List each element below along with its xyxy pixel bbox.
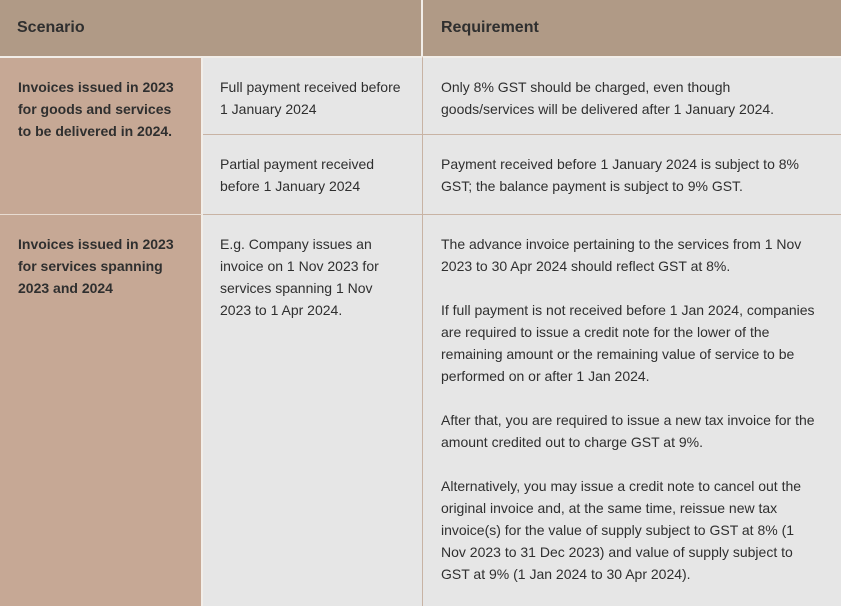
header-scenario: Scenario bbox=[0, 0, 423, 56]
requirement-cell-1b bbox=[423, 134, 841, 214]
scenario-cell-2: Invoices issued in 2023 for services spanning 2023 and 2024 bbox=[0, 214, 203, 606]
requirement-paragraph-4: Alternatively, you may issue a credit note to cancel out the original invoice and, at the same time, reissue new tax invoice(s) for the value of supply subject to GST at 8% (1 Nov 2023 to 31 Dec 2023) and value of supply subject to GST at 9% (1 Jan 2024 to 30 Apr 2024). bbox=[441, 478, 802, 582]
requirement-text: Payment received before 1 January 2024 is subject to 8% GST; the balance payment is subject to 9% GST. bbox=[441, 156, 799, 194]
header-requirement: Requirement bbox=[423, 0, 841, 56]
requirement-cell-2a bbox=[423, 214, 841, 606]
requirement-paragraph-1: The advance invoice pertaining to the services from 1 Nov 2023 to 30 Apr 2024 should reflect GST at 8%. bbox=[441, 236, 802, 274]
case-cell-2a: E.g. Company issues an invoice on 1 Nov 2023 for services spanning 1 Nov 2023 to 1 Apr 2024. bbox=[203, 214, 423, 606]
case-cell-1a: Full payment received before 1 January 2024 bbox=[203, 56, 423, 134]
requirement-cell-1a bbox=[423, 56, 841, 134]
requirement-paragraph-2: If full payment is not received before 1 Jan 2024, companies are required to issue a credit note for the lower of the remaining amount or the remaining value of service to be performed on or after 1 Jan 2024. bbox=[441, 302, 815, 384]
scenario-cell-1: Invoices issued in 2023 for goods and services to be delivered in 2024. bbox=[0, 56, 203, 214]
requirement-text: Only 8% GST should be charged, even though goods/services will be delivered after 1 January 2024. bbox=[441, 79, 775, 117]
case-cell-1b: Partial payment received before 1 January 2024 bbox=[203, 134, 423, 214]
requirement-paragraph-3: After that, you are required to issue a new tax invoice for the amount credited out to charge GST at 9%. bbox=[441, 412, 815, 450]
